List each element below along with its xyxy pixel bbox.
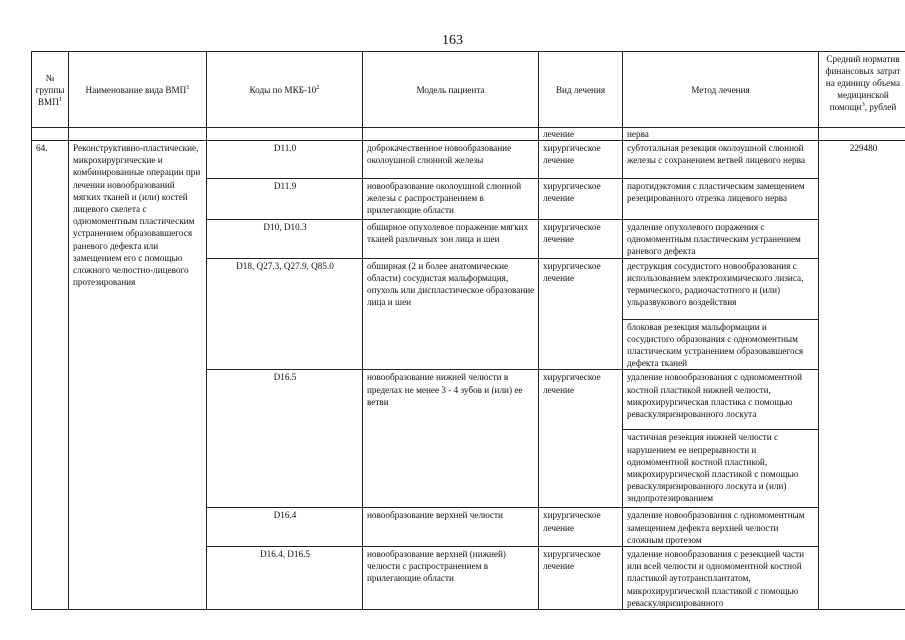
table-cell [69, 128, 207, 141]
header-treatment-method: Метод лечения [623, 52, 819, 128]
header-vmp-name [69, 52, 207, 128]
patient-model: новообразование верхней (нижней) челюсти с распространением в прилегающие области [363, 547, 539, 610]
continuation-treatment-type: лечение [539, 128, 623, 141]
table-cell [32, 128, 69, 141]
patient-model: новообразование околоушной слюнной железы с распространением в прилегающие области [363, 179, 539, 220]
header-row [32, 52, 905, 128]
patient-model: обширное опухолевое поражение мягких тканей различных зон лица и шеи [363, 220, 539, 259]
icd-codes: D10, D10.3 [207, 220, 363, 259]
patient-model: обширная (2 и более анатомические области) сосудистая мальформация, опухоль или диспластическое образование лица и шеи [363, 258, 539, 370]
group-name: Реконструктивно-пластические, микрохирургические и комбинированные операции при лечении новообразований мягких тканей и (или) костей лицевого скелета с одномоментным пластическим устранением образовавшегося раневого дефекта или замещением его с помощью сложного челюстно-лицевого протезирования [69, 141, 207, 610]
treatment-method: удаление новообразования с одномоментной костной пластикой нижней челюсти, микрохирургическая пластика с помощью реваскуляризированного лоскута [623, 370, 819, 430]
cost-value: 229480 [819, 141, 905, 610]
treatment-method: деструкция сосудистого новообразования с использованием электрохимического лизиса, термического, радиочастотного и (или) ульразвукового воздействия [623, 258, 819, 319]
continuation-row [32, 128, 905, 141]
header-vmp-name-text: Наименование вида ВМП [85, 84, 187, 95]
icd-codes: D11.0 [207, 141, 363, 179]
header-cost-standard [819, 52, 905, 128]
footnote-mark: 2 [316, 83, 320, 91]
treatment-type: хирургическое лечение [539, 141, 623, 179]
footnote-mark: 1 [186, 83, 190, 91]
header-icd-codes [207, 52, 363, 128]
treatment-method: удаление новообразования с резекцией части или всей челюсти и одномоментной костной пластикой аутотрансплантатом, микрохирургической пластикой с помощью реваскуляризированного [623, 547, 819, 610]
header-group-number-line3: ВМП [37, 96, 59, 107]
header-icd-codes-text: Коды по МКБ-10 [249, 84, 317, 95]
table-cell [363, 128, 539, 141]
table-cell [819, 128, 905, 141]
footnote-mark: 3 [861, 100, 865, 108]
treatment-method: субтотальная резекция околоушной слюнной железы с сохранением ветвей лицевого нерва [623, 141, 819, 179]
group-number: 64. [32, 141, 69, 610]
table-cell [207, 128, 363, 141]
treatment-method: удаление опухолевого поражения с одномоментным пластическим устранением раневого дефекта [623, 220, 819, 259]
icd-codes: D16.5 [207, 370, 363, 508]
page-number: 163 [442, 33, 463, 48]
table-row [32, 141, 905, 179]
icd-codes: D11.9 [207, 179, 363, 220]
header-treatment-type: Вид лечения [539, 52, 623, 128]
treatment-type: хирургическое лечение [539, 508, 623, 547]
icd-codes: D18, Q27.3, Q27.9, Q85.0 [207, 258, 363, 370]
treatment-type: хирургическое лечение [539, 258, 623, 370]
patient-model: новообразование верхней челюсти [363, 508, 539, 547]
header-group-number-line1: № [45, 72, 55, 83]
treatment-method: удаление новообразования с одномоментным замещением дефекта верхней челюсти сложным протезом [623, 508, 819, 547]
header-cost-unit: , рублей [864, 102, 897, 112]
treatment-type: хирургическое лечение [539, 220, 623, 259]
treatment-method: блоковая резекция мальформации и сосудистого образования с одномоментным пластическим устранением образовавшегося дефекта тканей [623, 319, 819, 370]
icd-codes: D16.4 [207, 508, 363, 547]
footnote-mark: 1 [58, 95, 63, 103]
treatment-type: хирургическое лечение [539, 547, 623, 610]
patient-model: новообразование нижней челюсти в пределах не менее 3 - 4 зубов и (или) ее ветви [363, 370, 539, 508]
header-patient-model: Модель пациента [363, 52, 539, 128]
treatment-method: паротидэктомия с пластическим замещением резецированного отрезка лицевого нерва [623, 179, 819, 220]
vmp-table [31, 51, 905, 610]
treatment-type: хирургическое лечение [539, 179, 623, 220]
treatment-type: хирургическое лечение [539, 370, 623, 508]
header-cost-text: Средний норматив финансовых затрат на единицу объема медицинской помощи [825, 54, 901, 112]
treatment-method: частичная резекция нижней челюсти с нарушением ее непрерывности и одномоментной костной пластикой, микрохирургической пластикой с помощью реваскуляризированного лоскута и (или) эндопротезированием [623, 430, 819, 508]
continuation-method: нерва [623, 128, 819, 141]
header-group-number [32, 52, 69, 128]
header-group-number-line2: группы [35, 84, 65, 95]
icd-codes: D16.4, D16.5 [207, 547, 363, 610]
patient-model: доброкачественное новообразование околоушной слюнной железы [363, 141, 539, 179]
